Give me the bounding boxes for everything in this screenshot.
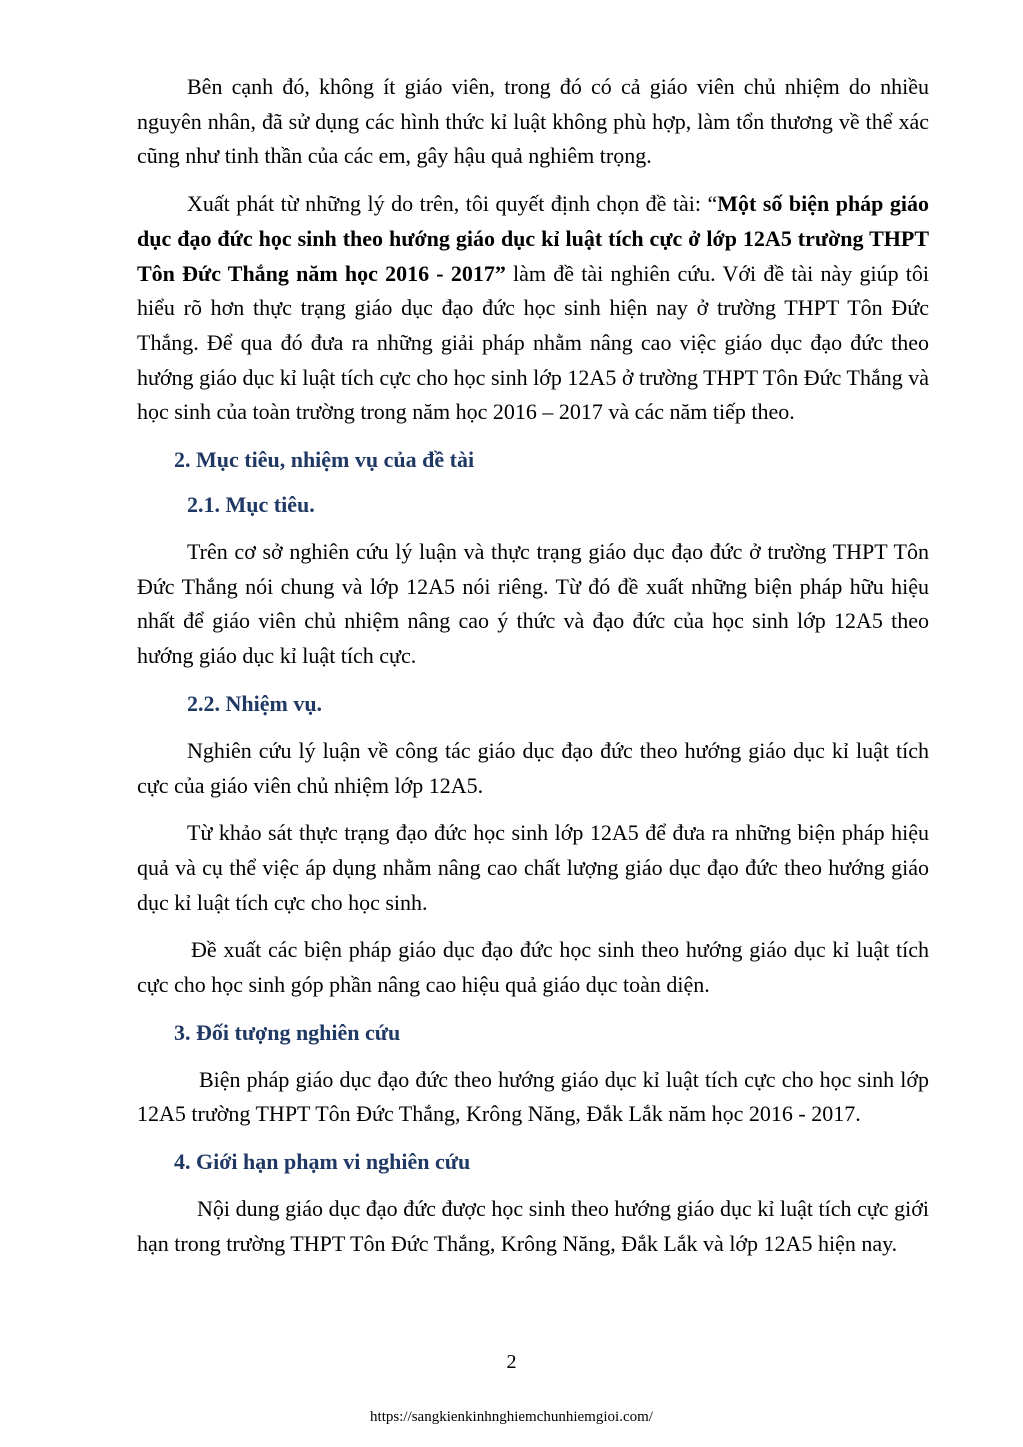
heading-objectives-tasks: 2. Mục tiêu, nhiệm vụ của đề tài [174,447,475,473]
paragraph-research-scope: Nội dung giáo dục đạo đức được học sinh theo hướng giáo dục kỉ luật tích cực giới hạn trong trường THPT Tôn Đức Thắng, Krông Năng, Đắk Lắk và lớp 12A5 hiện nay. [137,1196,929,1256]
paragraph-task-3: Đề xuất các biện pháp giáo dục đạo đức học sinh theo hướng giáo dục kỉ luật tích cực cho học sinh góp phần nâng cao hiệu quả giáo dục toàn diện. [137,937,929,998]
heading-tasks: 2.2. Nhiệm vụ. [187,690,323,716]
page-number: 2 [506,1351,517,1373]
paragraph-topic-choice [137,187,929,430]
footer-url: https://sangkienkinhnghiemchunhiemgioi.com/ [370,1409,653,1425]
document-body [137,70,929,1262]
paragraph-intro: Bên cạnh đó, không ít giáo viên, trong đó có cả giáo viên chủ nhiệm do nhiều nguyên nhân, đã sử dụng các hình thức kỉ luật không phù hợp, làm tổn thương về thể xác cũng như tinh thần của các em, gây hậu quả nghiêm trọng. [137,74,929,169]
topic-intro-text: Xuất phát từ những lý do trên, tôi quyết định chọn đề tài: “ [187,191,718,217]
heading-research-scope: 4. Giới hạn phạm vi nghiên cứu [174,1149,471,1175]
paragraph-task-2: Từ khảo sát thực trạng đạo đức học sinh lớp 12A5 để đưa ra những biện pháp hiệu quả và cụ thể việc áp dụng nhằm nâng cao chất lượng giáo dục đạo đức theo hướng giáo dục kỉ luật tích cực cho học sinh. [137,820,929,915]
topic-title: Một số biện pháp giáo dục đạo đức học sinh theo hướng giáo dục kỉ luật tích cực ở lớp 12A5 trường THPT Tôn Đức Thắng năm học 2016 - 2017” [137,191,929,286]
paragraph-research-subject: Biện pháp giáo dục đạo đức theo hướng giáo dục kỉ luật tích cực cho học sinh lớp 12A5 trường THPT Tôn Đức Thắng, Krông Năng, Đắk Lắk năm học 2016 - 2017. [137,1066,929,1127]
topic-rest-text: làm đề tài nghiên cứu. Với đề tài này giúp tôi hiểu rõ hơn thực trạng giáo dục đạo đức học sinh hiện nay ở trường THPT Tôn Đức Thắng. Để qua đó đưa ra những giải pháp nhằm nâng cao việc giáo dục đạo đức theo hướng giáo dục kỉ luật tích cực cho học sinh lớp 12A5 ở trường THPT Tôn Đức Thắng và học sinh của toàn trường trong năm học 2016 – 2017 và các năm tiếp theo. [137,260,929,425]
paragraph-task-1: Nghiên cứu lý luận về công tác giáo dục đạo đức theo hướng giáo dục kỉ luật tích cực của giáo viên chủ nhiệm lớp 12A5. [137,737,929,798]
heading-research-subject: 3. Đối tượng nghiên cứu [174,1019,401,1045]
heading-objectives: 2.1. Mục tiêu. [187,492,315,518]
paragraph-objectives: Trên cơ sở nghiên cứu lý luận và thực trạng giáo dục đạo đức ở trường THPT Tôn Đức Thắng nói chung và lớp 12A5 nói riêng. Từ đó đề xuất những biện pháp hữu hiệu nhất để giáo viên chủ nhiệm nâng cao ý thức và đạo đức của học sinh lớp 12A5 theo hướng giáo dục kỉ luật tích cực. [137,539,929,669]
